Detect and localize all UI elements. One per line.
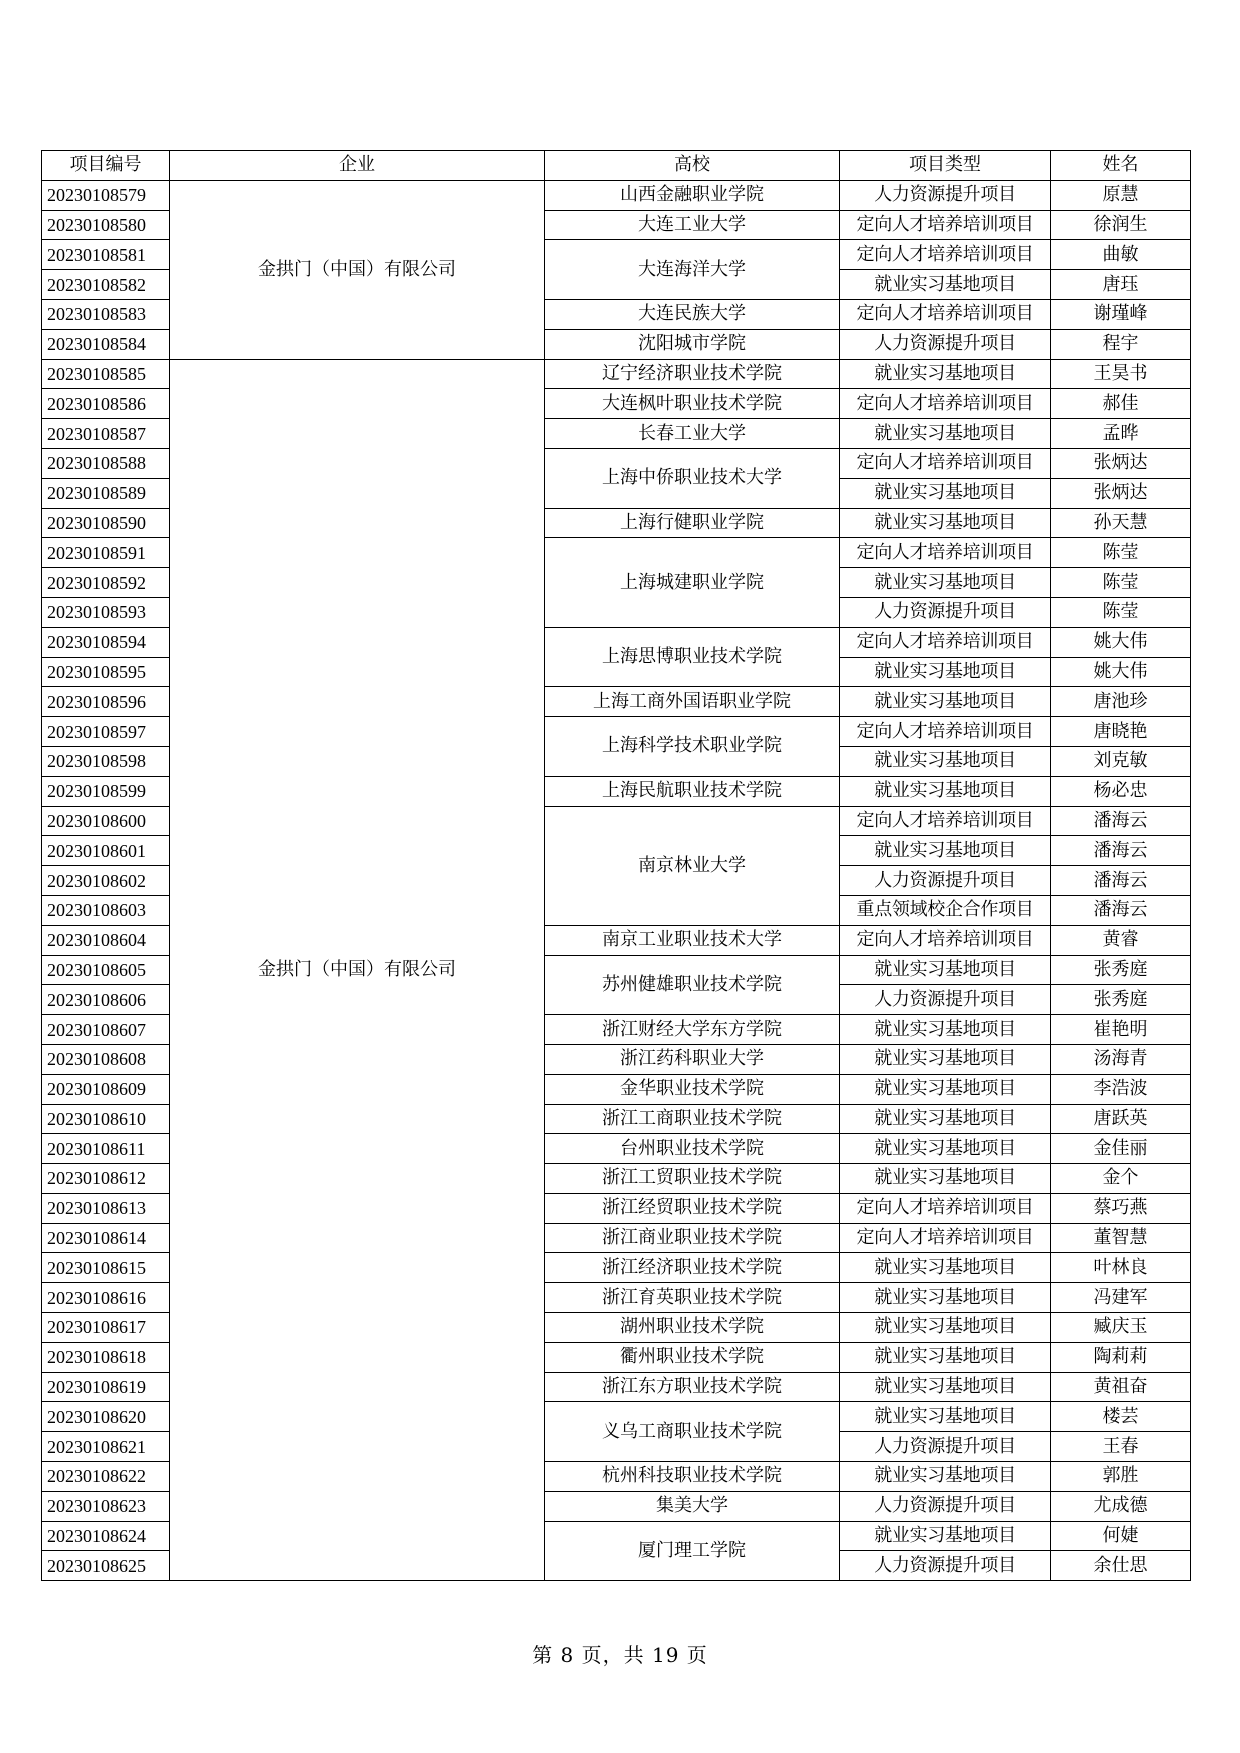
project-code-cell: 20230108614: [42, 1223, 170, 1253]
project-code-cell: 20230108602: [42, 866, 170, 896]
person-name-cell: 余仕思: [1051, 1551, 1191, 1581]
school-cell: 大连工业大学: [545, 210, 840, 240]
person-name-cell: 杨必忠: [1051, 776, 1191, 806]
project-code-cell: 20230108622: [42, 1462, 170, 1492]
project-type-cell: 就业实习基地项目: [840, 508, 1051, 538]
school-cell: 浙江东方职业技术学院: [545, 1372, 840, 1402]
person-name-cell: 姚大伟: [1051, 627, 1191, 657]
project-code-cell: 20230108592: [42, 568, 170, 598]
school-cell: 上海民航职业技术学院: [545, 776, 840, 806]
project-type-cell: 就业实习基地项目: [840, 478, 1051, 508]
person-name-cell: 孙天慧: [1051, 508, 1191, 538]
project-code-cell: 20230108604: [42, 925, 170, 955]
project-code-cell: 20230108585: [42, 359, 170, 389]
project-code-cell: 20230108612: [42, 1164, 170, 1194]
project-table: [41, 150, 1191, 1581]
project-code-cell: 20230108617: [42, 1313, 170, 1343]
table-row: [42, 359, 1191, 389]
project-type-cell: 定向人才培养培训项目: [840, 627, 1051, 657]
project-type-cell: 就业实习基地项目: [840, 1074, 1051, 1104]
school-cell: 台州职业技术学院: [545, 1134, 840, 1164]
person-name-cell: 何婕: [1051, 1521, 1191, 1551]
project-code-cell: 20230108600: [42, 806, 170, 836]
person-name-cell: 曲敏: [1051, 240, 1191, 270]
person-name-cell: 唐晓艳: [1051, 717, 1191, 747]
school-cell: 上海思博职业技术学院: [545, 627, 840, 687]
person-name-cell: 唐珏: [1051, 270, 1191, 300]
project-code-cell: 20230108581: [42, 240, 170, 270]
project-type-cell: 就业实习基地项目: [840, 359, 1051, 389]
project-type-cell: 人力资源提升项目: [840, 1491, 1051, 1521]
project-code-cell: 20230108613: [42, 1193, 170, 1223]
project-code-cell: 20230108610: [42, 1104, 170, 1134]
company-cell: 金拱门（中国）有限公司: [170, 359, 545, 1581]
school-cell: 大连枫叶职业技术学院: [545, 389, 840, 419]
header-name: 姓名: [1051, 151, 1191, 181]
person-name-cell: 郭胜: [1051, 1462, 1191, 1492]
header-school: 高校: [545, 151, 840, 181]
person-name-cell: 董智慧: [1051, 1223, 1191, 1253]
project-code-cell: 20230108584: [42, 329, 170, 359]
project-type-cell: 就业实习基地项目: [840, 1104, 1051, 1134]
school-cell: 大连民族大学: [545, 299, 840, 329]
project-code-cell: 20230108595: [42, 657, 170, 687]
person-name-cell: 尤成德: [1051, 1491, 1191, 1521]
person-name-cell: 张秀庭: [1051, 985, 1191, 1015]
project-type-cell: 定向人才培养培训项目: [840, 538, 1051, 568]
project-type-cell: 定向人才培养培训项目: [840, 299, 1051, 329]
project-code-cell: 20230108624: [42, 1521, 170, 1551]
project-type-cell: 定向人才培养培训项目: [840, 448, 1051, 478]
school-cell: 上海工商外国语职业学院: [545, 687, 840, 717]
project-code-cell: 20230108619: [42, 1372, 170, 1402]
person-name-cell: 陈莹: [1051, 538, 1191, 568]
school-cell: 苏州健雄职业技术学院: [545, 955, 840, 1015]
project-type-cell: 就业实习基地项目: [840, 955, 1051, 985]
table-body: [42, 180, 1191, 1580]
project-type-cell: 就业实习基地项目: [840, 1283, 1051, 1313]
project-type-cell: 人力资源提升项目: [840, 866, 1051, 896]
school-cell: 浙江育英职业技术学院: [545, 1283, 840, 1313]
project-type-cell: 就业实习基地项目: [840, 1253, 1051, 1283]
project-code-cell: 20230108611: [42, 1134, 170, 1164]
person-name-cell: 程宇: [1051, 329, 1191, 359]
project-type-cell: 就业实习基地项目: [840, 1342, 1051, 1372]
project-type-cell: 就业实习基地项目: [840, 1462, 1051, 1492]
project-code-cell: 20230108623: [42, 1491, 170, 1521]
project-code-cell: 20230108618: [42, 1342, 170, 1372]
person-name-cell: 刘克敏: [1051, 746, 1191, 776]
project-type-cell: 就业实习基地项目: [840, 270, 1051, 300]
person-name-cell: 汤海青: [1051, 1044, 1191, 1074]
person-name-cell: 臧庆玉: [1051, 1313, 1191, 1343]
school-cell: 上海科学技术职业学院: [545, 717, 840, 777]
project-code-cell: 20230108579: [42, 180, 170, 210]
school-cell: 上海中侨职业技术大学: [545, 448, 840, 508]
project-type-cell: 就业实习基地项目: [840, 568, 1051, 598]
project-type-cell: 就业实习基地项目: [840, 776, 1051, 806]
header-type: 项目类型: [840, 151, 1051, 181]
header-company: 企业: [170, 151, 545, 181]
school-cell: 金华职业技术学院: [545, 1074, 840, 1104]
project-type-cell: 就业实习基地项目: [840, 1313, 1051, 1343]
project-type-cell: 定向人才培养培训项目: [840, 240, 1051, 270]
page-footer: 第 8 页，共 19 页: [532, 1643, 708, 1667]
school-cell: 浙江药科职业大学: [545, 1044, 840, 1074]
person-name-cell: 金佳丽: [1051, 1134, 1191, 1164]
school-cell: 上海行健职业学院: [545, 508, 840, 538]
person-name-cell: 姚大伟: [1051, 657, 1191, 687]
school-cell: 长春工业大学: [545, 419, 840, 449]
school-cell: 山西金融职业学院: [545, 180, 840, 210]
person-name-cell: 张炳达: [1051, 478, 1191, 508]
project-code-cell: 20230108583: [42, 299, 170, 329]
project-code-cell: 20230108620: [42, 1402, 170, 1432]
school-cell: 浙江财经大学东方学院: [545, 1015, 840, 1045]
project-code-cell: 20230108596: [42, 687, 170, 717]
person-name-cell: 陈莹: [1051, 597, 1191, 627]
school-cell: 杭州科技职业技术学院: [545, 1462, 840, 1492]
project-code-cell: 20230108609: [42, 1074, 170, 1104]
school-cell: 大连海洋大学: [545, 240, 840, 300]
school-cell: 厦门理工学院: [545, 1521, 840, 1581]
person-name-cell: 冯建军: [1051, 1283, 1191, 1313]
project-code-cell: 20230108582: [42, 270, 170, 300]
project-type-cell: 人力资源提升项目: [840, 329, 1051, 359]
person-name-cell: 潘海云: [1051, 895, 1191, 925]
project-type-cell: 定向人才培养培训项目: [840, 389, 1051, 419]
project-code-cell: 20230108597: [42, 717, 170, 747]
project-code-cell: 20230108601: [42, 836, 170, 866]
project-type-cell: 就业实习基地项目: [840, 746, 1051, 776]
school-cell: 浙江经济职业技术学院: [545, 1253, 840, 1283]
project-type-cell: 定向人才培养培训项目: [840, 1193, 1051, 1223]
project-type-cell: 就业实习基地项目: [840, 1402, 1051, 1432]
project-type-cell: 就业实习基地项目: [840, 1134, 1051, 1164]
project-type-cell: 人力资源提升项目: [840, 1551, 1051, 1581]
project-type-cell: 就业实习基地项目: [840, 687, 1051, 717]
project-code-cell: 20230108590: [42, 508, 170, 538]
project-type-cell: 就业实习基地项目: [840, 1164, 1051, 1194]
project-code-cell: 20230108616: [42, 1283, 170, 1313]
project-type-cell: 定向人才培养培训项目: [840, 925, 1051, 955]
project-code-cell: 20230108594: [42, 627, 170, 657]
project-type-cell: 人力资源提升项目: [840, 1432, 1051, 1462]
person-name-cell: 张炳达: [1051, 448, 1191, 478]
school-cell: 南京工业职业技术大学: [545, 925, 840, 955]
school-cell: 南京林业大学: [545, 806, 840, 925]
person-name-cell: 蔡巧燕: [1051, 1193, 1191, 1223]
project-type-cell: 就业实习基地项目: [840, 1015, 1051, 1045]
project-type-cell: 就业实习基地项目: [840, 1521, 1051, 1551]
person-name-cell: 郝佳: [1051, 389, 1191, 419]
project-type-cell: 就业实习基地项目: [840, 1372, 1051, 1402]
person-name-cell: 陈莹: [1051, 568, 1191, 598]
project-code-cell: 20230108607: [42, 1015, 170, 1045]
project-code-cell: 20230108605: [42, 955, 170, 985]
person-name-cell: 金个: [1051, 1164, 1191, 1194]
person-name-cell: 李浩波: [1051, 1074, 1191, 1104]
person-name-cell: 原慧: [1051, 180, 1191, 210]
person-name-cell: 王昊书: [1051, 359, 1191, 389]
project-code-cell: 20230108580: [42, 210, 170, 240]
school-cell: 集美大学: [545, 1491, 840, 1521]
project-code-cell: 20230108588: [42, 448, 170, 478]
project-type-cell: 定向人才培养培训项目: [840, 1223, 1051, 1253]
header-code: 项目编号: [42, 151, 170, 181]
project-type-cell: 定向人才培养培训项目: [840, 210, 1051, 240]
school-cell: 义乌工商职业技术学院: [545, 1402, 840, 1462]
project-code-cell: 20230108587: [42, 419, 170, 449]
person-name-cell: 徐润生: [1051, 210, 1191, 240]
school-cell: 湖州职业技术学院: [545, 1313, 840, 1343]
person-name-cell: 黄睿: [1051, 925, 1191, 955]
person-name-cell: 楼芸: [1051, 1402, 1191, 1432]
person-name-cell: 唐跃英: [1051, 1104, 1191, 1134]
school-cell: 辽宁经济职业技术学院: [545, 359, 840, 389]
person-name-cell: 张秀庭: [1051, 955, 1191, 985]
school-cell: 上海城建职业学院: [545, 538, 840, 627]
project-type-cell: 就业实习基地项目: [840, 836, 1051, 866]
table-row: [42, 180, 1191, 210]
person-name-cell: 潘海云: [1051, 836, 1191, 866]
project-code-cell: 20230108606: [42, 985, 170, 1015]
project-code-cell: 20230108593: [42, 597, 170, 627]
project-type-cell: 人力资源提升项目: [840, 180, 1051, 210]
person-name-cell: 潘海云: [1051, 866, 1191, 896]
project-code-cell: 20230108598: [42, 746, 170, 776]
person-name-cell: 潘海云: [1051, 806, 1191, 836]
project-code-cell: 20230108589: [42, 478, 170, 508]
person-name-cell: 崔艳明: [1051, 1015, 1191, 1045]
person-name-cell: 叶林良: [1051, 1253, 1191, 1283]
project-code-cell: 20230108586: [42, 389, 170, 419]
project-code-cell: 20230108615: [42, 1253, 170, 1283]
project-type-cell: 人力资源提升项目: [840, 985, 1051, 1015]
project-code-cell: 20230108599: [42, 776, 170, 806]
person-name-cell: 王春: [1051, 1432, 1191, 1462]
person-name-cell: 唐池珍: [1051, 687, 1191, 717]
school-cell: 浙江工商职业技术学院: [545, 1104, 840, 1134]
project-code-cell: 20230108608: [42, 1044, 170, 1074]
project-type-cell: 重点领域校企合作项目: [840, 895, 1051, 925]
project-code-cell: 20230108621: [42, 1432, 170, 1462]
school-cell: 衢州职业技术学院: [545, 1342, 840, 1372]
school-cell: 浙江工贸职业技术学院: [545, 1164, 840, 1194]
school-cell: 浙江商业职业技术学院: [545, 1223, 840, 1253]
project-type-cell: 定向人才培养培训项目: [840, 717, 1051, 747]
project-code-cell: 20230108591: [42, 538, 170, 568]
project-type-cell: 就业实习基地项目: [840, 657, 1051, 687]
person-name-cell: 黄祖奋: [1051, 1372, 1191, 1402]
project-type-cell: 就业实习基地项目: [840, 1044, 1051, 1074]
company-cell: 金拱门（中国）有限公司: [170, 180, 545, 359]
project-type-cell: 定向人才培养培训项目: [840, 806, 1051, 836]
school-cell: 沈阳城市学院: [545, 329, 840, 359]
person-name-cell: 孟晔: [1051, 419, 1191, 449]
project-type-cell: 就业实习基地项目: [840, 419, 1051, 449]
person-name-cell: 谢瑾峰: [1051, 299, 1191, 329]
school-cell: 浙江经贸职业技术学院: [545, 1193, 840, 1223]
header-row: [42, 151, 1191, 181]
project-code-cell: 20230108625: [42, 1551, 170, 1581]
project-type-cell: 人力资源提升项目: [840, 597, 1051, 627]
person-name-cell: 陶莉莉: [1051, 1342, 1191, 1372]
project-code-cell: 20230108603: [42, 895, 170, 925]
